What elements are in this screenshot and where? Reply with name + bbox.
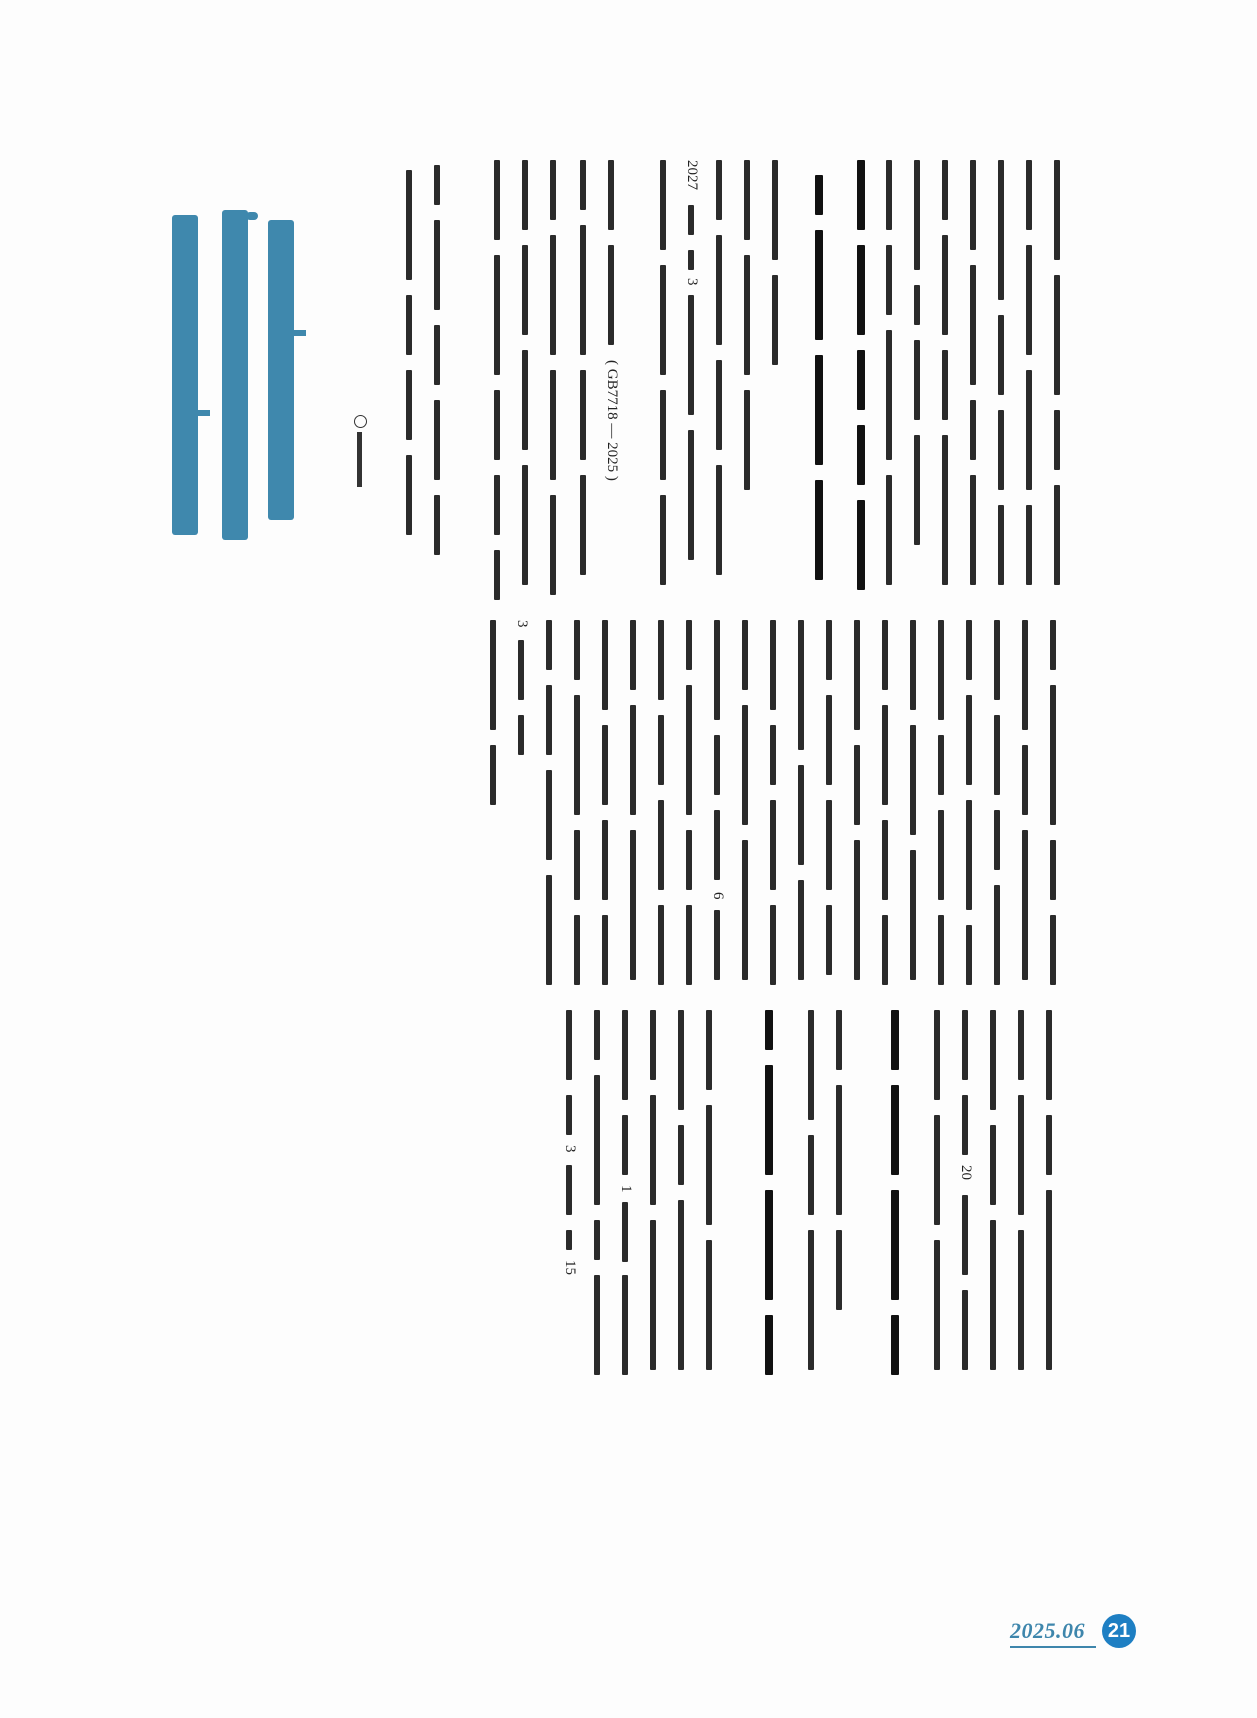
text-line <box>966 160 980 600</box>
text-line <box>766 620 780 1000</box>
text-line <box>542 620 556 1000</box>
text-line <box>1050 160 1064 600</box>
text-line <box>1042 1010 1056 1390</box>
text-line <box>490 160 504 620</box>
text-line <box>402 170 416 550</box>
inline-year: 2027 <box>684 160 700 190</box>
text-line <box>958 1010 972 1390</box>
text-line <box>486 620 500 1000</box>
text-line <box>590 1010 604 1390</box>
text-line <box>738 620 752 1000</box>
text-line <box>882 160 896 600</box>
text-line <box>518 160 532 600</box>
text-line <box>850 620 864 1000</box>
text-line <box>832 1010 846 1390</box>
text-line <box>618 1010 632 1390</box>
issue-underline <box>1010 1646 1096 1648</box>
inline-number: 15 <box>562 1260 578 1275</box>
text-line <box>1018 620 1032 1000</box>
text-line <box>514 620 528 1000</box>
text-line <box>822 620 836 1000</box>
text-line <box>646 1010 660 1390</box>
text-line <box>546 160 560 600</box>
text-line <box>934 620 948 1000</box>
text-line <box>570 620 584 1000</box>
inline-number: 20 <box>958 1165 974 1180</box>
text-line <box>598 620 612 1000</box>
text-line <box>986 1010 1000 1390</box>
section-heading <box>812 175 826 595</box>
inline-number: 1 <box>618 1185 634 1193</box>
text-line <box>938 160 952 600</box>
text-line <box>626 620 640 1000</box>
text-line <box>712 160 726 600</box>
text-line <box>430 165 444 565</box>
text-line <box>654 620 668 1000</box>
standard-reference: ( GB7718 — 2025 ) <box>604 360 620 481</box>
section-heading <box>888 1010 902 1390</box>
section-heading <box>762 1010 776 1390</box>
text-line <box>930 1010 944 1390</box>
text-line <box>656 160 670 600</box>
text-line <box>740 160 754 600</box>
text-line <box>604 160 618 600</box>
text-line <box>1046 620 1060 1000</box>
inline-number: 3 <box>514 620 530 628</box>
text-line <box>962 620 976 1000</box>
text-line <box>804 1010 818 1390</box>
inline-number: 3 <box>684 278 700 286</box>
text-line <box>710 620 724 1000</box>
text-line <box>684 160 698 600</box>
issue-date: 2025.06 <box>1010 1618 1085 1643</box>
text-line <box>906 620 920 1000</box>
inline-number: 3 <box>562 1145 578 1153</box>
text-line <box>910 160 924 600</box>
text-line <box>794 620 808 1000</box>
page-number-badge: 21 <box>1102 1614 1136 1648</box>
inline-number: 6 <box>710 892 726 900</box>
text-line <box>768 160 782 600</box>
text-line <box>562 1010 576 1390</box>
section-heading <box>854 160 868 600</box>
text-line <box>994 160 1008 600</box>
text-line <box>702 1010 716 1390</box>
text-line <box>878 620 892 1000</box>
text-line <box>682 620 696 1000</box>
text-line <box>674 1010 688 1390</box>
text-line <box>1014 1010 1028 1390</box>
text-line <box>990 620 1004 1000</box>
text-line <box>1022 160 1036 600</box>
text-line <box>576 160 590 600</box>
